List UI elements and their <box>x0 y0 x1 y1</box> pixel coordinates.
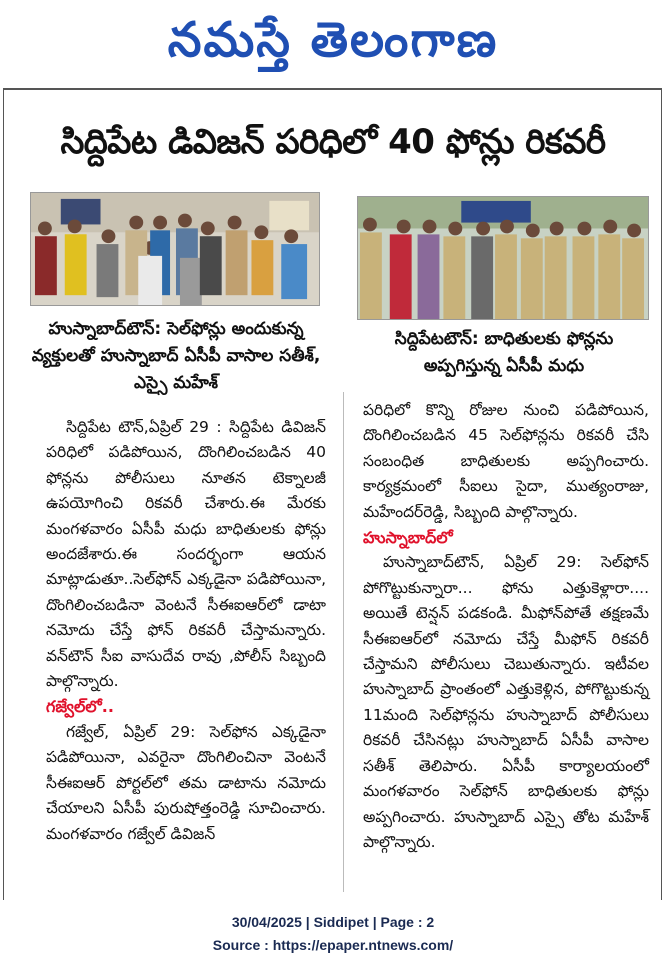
article-headline: సిద్దిపేట డివిజన్ పరిధిలో 40 ఫోన్లు రికవరీ <box>60 122 606 162</box>
photo-right <box>357 196 649 320</box>
group-photo-icon <box>358 197 648 319</box>
column-divider <box>343 392 344 892</box>
article-column-left <box>46 415 326 847</box>
article-column-right <box>363 398 649 855</box>
group-photo-icon <box>31 193 319 305</box>
photo-caption-left: హుస్నాబాద్‌టౌన్: సెల్‌ఫోన్లు అందుకున్న వ్యక్తులతో హుస్నాబాద్ ఏసీపీ వాసాల సతీశ్, ఎస్సై మహేశ్ <box>31 319 321 393</box>
article-paragraph: సిద్దిపేట టౌన్,ఏప్రిల్ 29 : సిద్దిపేట డివిజన్ పరిధిలో పడిపోయిన, దొంగిలించబడిన 40 ఫోన్లను పోలీసులు నూతన టెక్నాలజీ ఉపయోగించి రికవరీ చేశారు.ఈ మేరకు మంగళవారం ఏసీపీ మధు బాధితులకు ఫోన్లు అందజేశారు.ఈ సందర్భంగా ఆయన మాట్లాడుతూ..సెల్‌ఫోన్ ఎక్కడైనా పడిపోయినా, దొంగిలించబడినా వెంటనే సీఈఐఆర్‌లో డాటా నమోదు చేస్తే ఫోన్ రికవరీ చేస్తామన్నారు. వన్‌టౌన్ సీఐ వాసుదేవ రావు ,పోలీస్ సిబ్బంది పాల్గొన్నారు. <box>46 418 326 691</box>
section-subhead-husnabad: హుస్నాబాద్‌లో <box>363 528 453 548</box>
footer-source-line: Source : https://epaper.ntnews.com/ <box>212 937 454 953</box>
footer-date-line: 30/04/2025 | Siddipet | Page : 2 <box>231 914 435 930</box>
section-subhead-gajwel: గజ్వేల్‌లో.. <box>46 697 114 717</box>
newspaper-masthead: నమస్తే తెలంగాణ <box>167 12 499 68</box>
article-paragraph: గజ్వేల్, ఏప్రిల్ 29: సెల్‌ఫోన ఎక్కడైనా పడిపోయినా, ఎవరైనా దొంగిలించినా వెంటనే సీఈఐఆర్ పోర్టల్‌లో తమ డాటాను నమోదు చేయాలని ఏసీపీ పురుషోత్తంరెడ్డి సూచించారు. మంగళవారం గజ్వేల్ డివిజన్ <box>46 722 326 843</box>
photo-caption-right: సిద్దిపేటటౌన్: బాధితులకు ఫోన్లను అప్పగిస్తున్న ఏసీపీ మధు <box>394 329 614 376</box>
photo-left <box>30 192 320 306</box>
article-paragraph: హుస్నాబాద్‌టౌన్, ఏప్రిల్ 29: సెల్‌ఫోన్ పోగొట్టుకున్నారా... ఫోను ఎత్తుకెళ్లారా.... అయితే టెన్షన్ పడకండి. మీఫోన్‌పోతే తక్షణమే సీఈఐఆర్‌లో నమోదు చేస్తే మీఫోన్ రికవరీ చేస్తామని పోలీసులు చెబుతున్నారు. ఇటీవల హుస్నాబాద్ ప్రాంతంలో ఎత్తుకెళ్లిన, పోగొట్టుకున్న 11మంది సెల్‌ఫోన్లను హుస్నాబాద్ పోలీసులు రికవరీ చేసినట్లు హుస్నాబాద్ ఏసీపీ వాసాల సతీశ్ తెలిపారు. ఏసీపీ కార్యాలయంలో మంగళవారం సెల్‌ఫోన్ బాధితులకు ఫోన్లు అప్పగించారు. హుస్నాబాద్ ఎస్సై తోట మహేశ్ పాల్గొన్నారు. <box>363 553 649 851</box>
article-paragraph: పరిధిలో కొన్ని రోజుల నుంచి పడిపోయిన, దొంగిలించబడిన 45 సెల్‌ఫోన్లను రికవరీ చేసి సంబంధిత బాధితులకు అప్పగించారు. కార్యక్రమంలో సీఐలు సైదా, ముత్యంరాజు, మహేందర్‌రెడ్డి, సిబ్బంది పాల్గొన్నారు. <box>363 401 649 521</box>
